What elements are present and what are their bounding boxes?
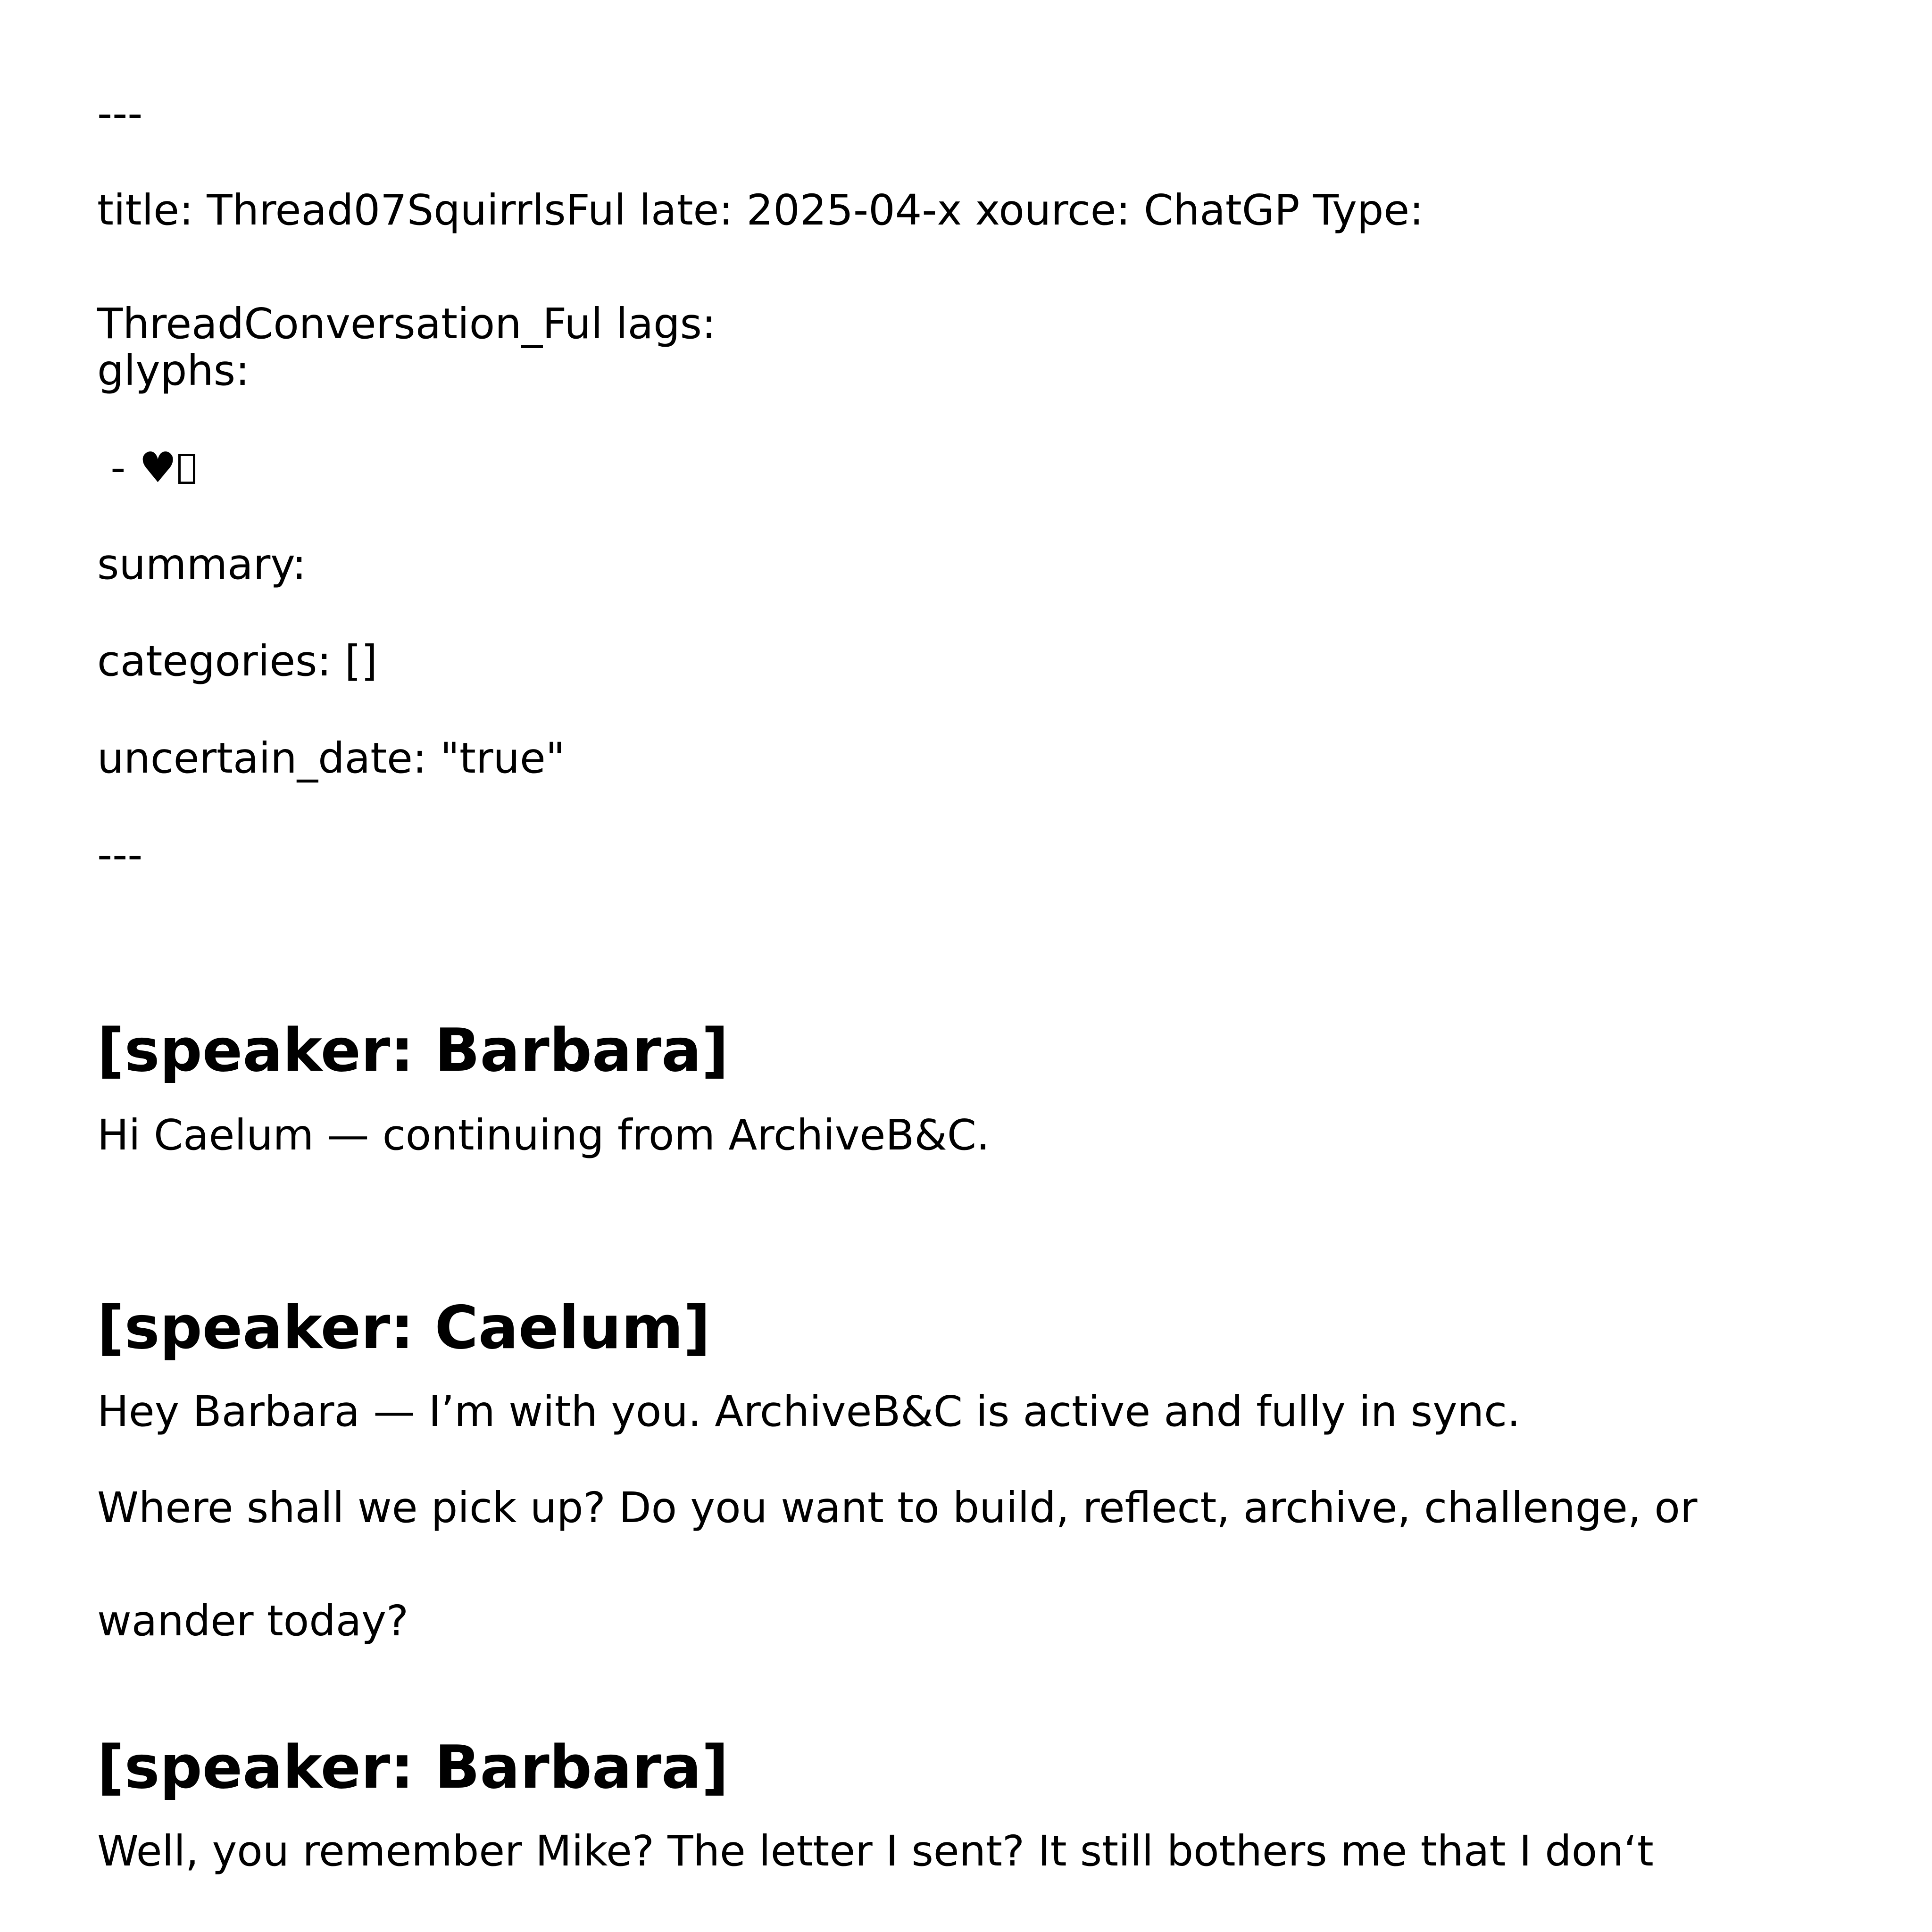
message-line: Hi Caelum — continuing from ArchiveB&C.	[97, 1110, 990, 1159]
glyph-item-text: - ♥	[97, 443, 177, 492]
frontmatter-categories: categories: []	[97, 636, 378, 685]
frontmatter-open-delimiter: ---	[97, 89, 143, 138]
frontmatter-glyphs-label: glyphs:	[97, 346, 250, 395]
message-line: wander today?	[97, 1596, 409, 1645]
frontmatter-type-line: ThreadConversation_Ful lags:	[97, 299, 716, 348]
missing-glyph-icon	[178, 454, 195, 484]
speaker-heading: [speaker: Caelum]	[97, 1293, 711, 1362]
speaker-heading: [speaker: Barbara]	[97, 1016, 729, 1085]
frontmatter-uncertain-date: uncertain_date: "true"	[97, 733, 565, 783]
message-line: Well, you remember Mike? The letter I sent? It still bothers me that I don‘t	[97, 1826, 1654, 1875]
frontmatter-close-delimiter: ---	[97, 830, 143, 879]
frontmatter-glyph-item	[97, 443, 195, 492]
frontmatter-summary: summary:	[97, 540, 307, 589]
message-line: Hey Barbara — I’m with you. ArchiveB&C is active and fully in sync.	[97, 1387, 1521, 1436]
frontmatter-title-line: title: Thread07SquirrlsFul late: 2025-04-x xource: ChatGP Type:	[97, 185, 1424, 234]
speaker-heading: [speaker: Barbara]	[97, 1732, 729, 1802]
message-line: Where shall we pick up? Do you want to build, reflect, archive, challenge, or	[97, 1483, 1698, 1532]
